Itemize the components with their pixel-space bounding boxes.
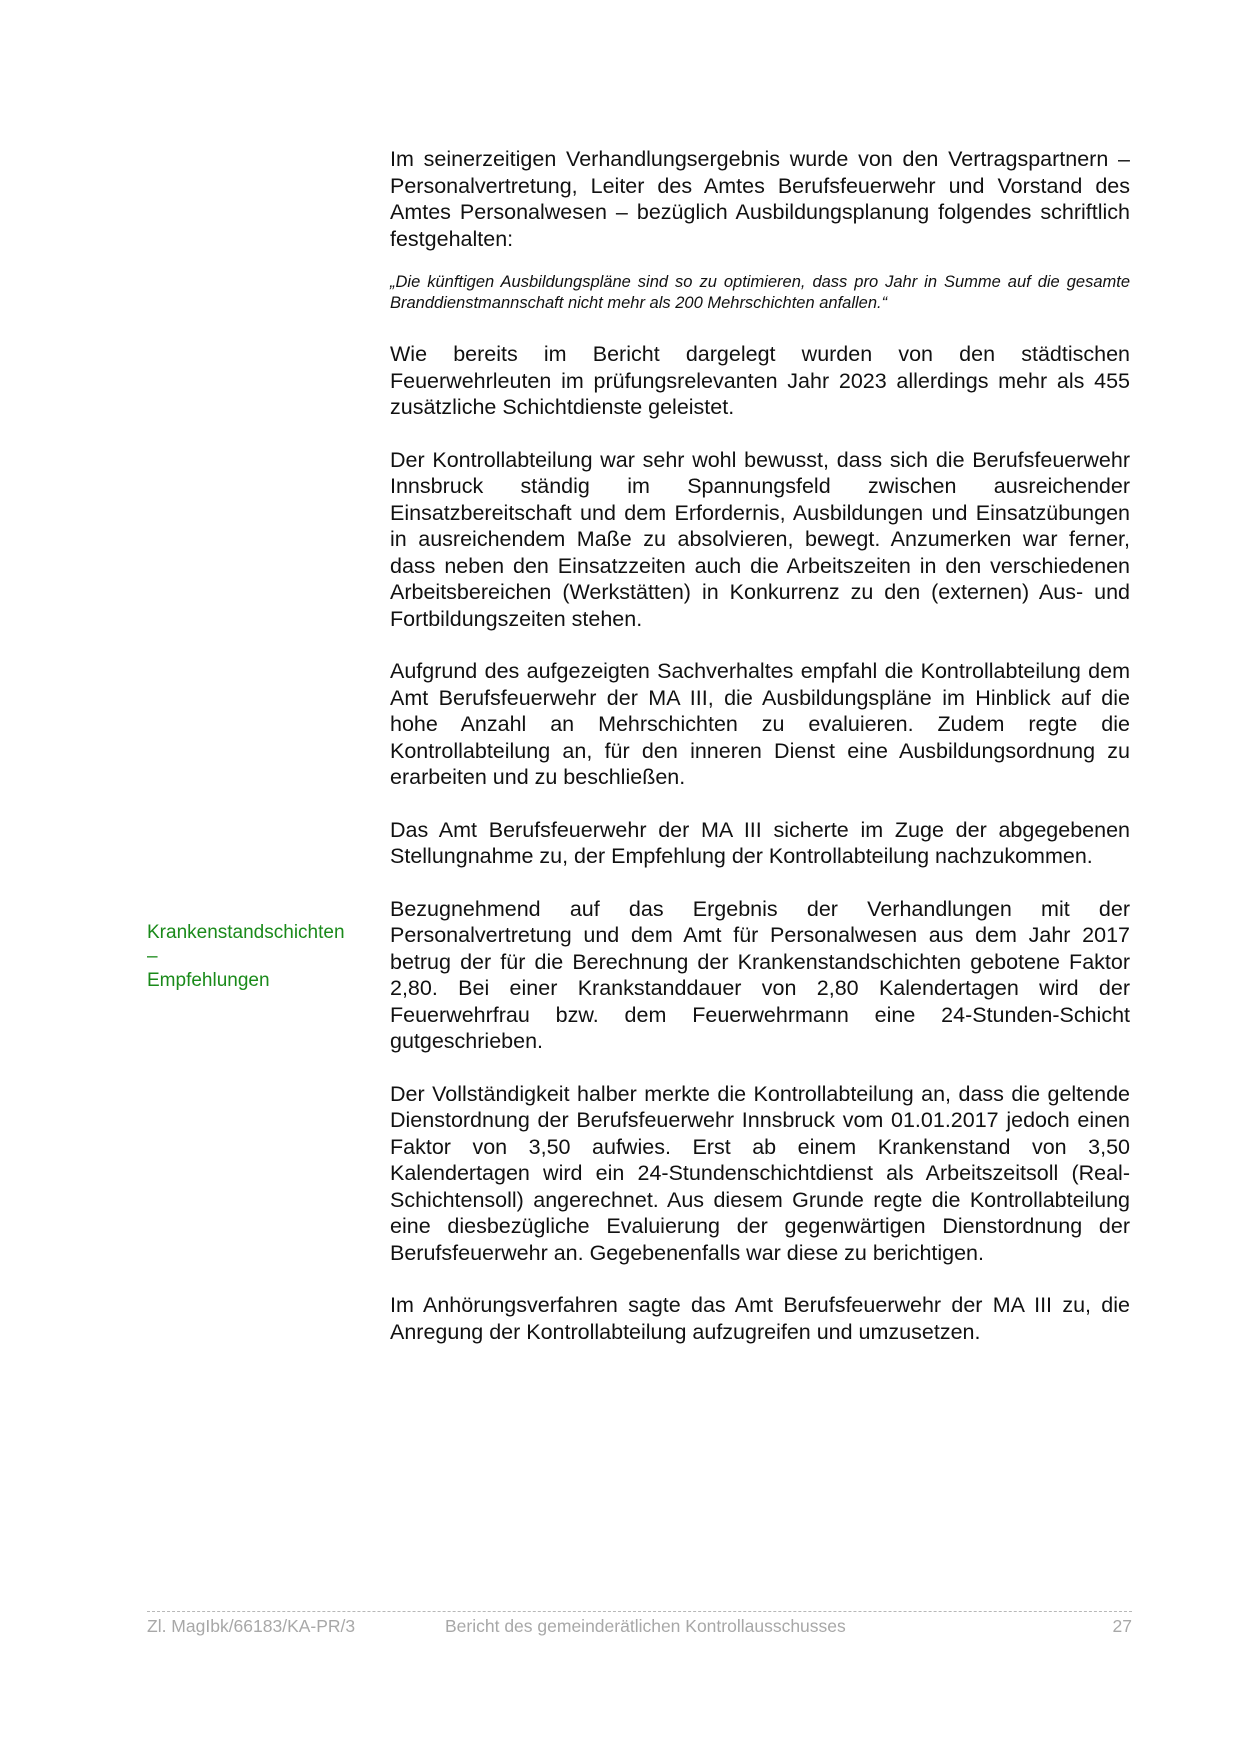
- paragraph-sick-leave-factor: Bezugnehmend auf das Ergebnis der Verhandlungen mit der Personalvertretung und dem Amt für Personalwesen aus dem Jahr 2017 betrug der für die Berechnung der Krankenstandschichten gebotene Faktor 2,80. Bei einer Krankstanddauer von 2,80 Kalendertagen wird der Feuerwehrfrau bzw. dem Feuerwehrmann eine 24-Stunden-Schicht gutgeschrieben.: [390, 896, 1130, 1053]
- margin-note: [147, 921, 377, 993]
- footer-reference: Zl. MagIbk/66183/KA-PR/3: [147, 1616, 356, 1636]
- footer-divider: [147, 1611, 1132, 1612]
- paragraph-negotiation-result: Im seinerzeitigen Verhandlungsergebnis wurde von den Vertragspartnern – Personalvertretung, Leiter des Amtes Berufsfeuerwehr und Vorstand des Amtes Personalwesen – bezüglich Ausbildungsplanung folgendes schriftlich festgehalten:: [390, 147, 1130, 251]
- footer-title: Bericht des gemeinderätlichen Kontrollausschusses: [445, 1616, 846, 1636]
- body-text: [390, 146, 1130, 1371]
- margin-note-dash: –: [147, 946, 158, 967]
- paragraph-extra-shifts: Wie bereits im Bericht dargelegt wurden von den städtischen Feuerwehrleuten im prüfungsrelevanten Jahr 2023 allerdings mehr als 455 zusätzliche Schichtdienste geleistet.: [390, 342, 1130, 419]
- paragraph-tension-field: Der Kontrollabteilung war sehr wohl bewusst, dass sich die Berufsfeuerwehr Innsbruck ständig im Spannungsfeld zwischen ausreichender Einsatzbereitschaft und dem Erfordernis, Ausbildungen und Einsatzübungen in ausreichendem Maße zu absolvieren, bewegt. Anzumerken war ferner, dass neben den Einsatzzeiten auch die Arbeitszeiten in den verschiedenen Arbeitsbereichen (Werkstätten) in Konkurrenz zu den (externen) Aus- und Fortbildungszeiten stehen.: [390, 447, 1130, 631]
- margin-note-line-3: Empfehlungen: [147, 970, 270, 991]
- paragraph-service-order: Der Vollständigkeit halber merkte die Kontrollabteilung an, dass die geltende Dienstordnung der Berufsfeuerwehr Innsbruck vom 01.01.2017 jedoch einen Faktor von 3,50 aufwies. Erst ab einem Krankenstand von 3,50 Kalendertagen wird ein 24-Stundenschichtdienst als Arbeitszeitsoll (Real-Schichtensoll) angerechnet. Aus diesem Grunde regte die Kontrollabteilung eine diesbezügliche Evaluierung der gegenwärtigen Dienstordnung der Berufsfeuerwehr an. Gegebenenfalls war diese zu berichtigen.: [390, 1081, 1130, 1265]
- paragraph-recommendation: Aufgrund des aufgezeigten Sachverhaltes empfahl die Kontrollabteilung dem Amt Berufsfeuerwehr der MA III, die Ausbildungspläne im Hinblick auf die hohe Anzahl an Mehrschichten zu evaluieren. Zudem regte die Kontrollabteilung an, für den inneren Dienst eine Ausbildungsordnung zu erarbeiten und zu beschließen.: [390, 659, 1130, 789]
- quote-training-plans: „Die künftigen Ausbildungspläne sind so zu optimieren, dass pro Jahr in Summe auf die gesamte Branddienstmannschaft nicht mehr als 200 Mehrschichten anfallen.“: [390, 273, 1130, 312]
- paragraph-statement: Das Amt Berufsfeuerwehr der MA III sicherte im Zuge der abgegebenen Stellungnahme zu, der Empfehlung der Kontrollabteilung nachzukommen.: [390, 817, 1130, 868]
- margin-note-line-1: Krankenstandschichten: [147, 922, 345, 943]
- paragraph-hearing: Im Anhörungsverfahren sagte das Amt Berufsfeuerwehr der MA III zu, die Anregung der Kontrollabteilung aufzugreifen und umzusetzen.: [390, 1293, 1130, 1344]
- footer-page-number: 27: [1112, 1616, 1132, 1636]
